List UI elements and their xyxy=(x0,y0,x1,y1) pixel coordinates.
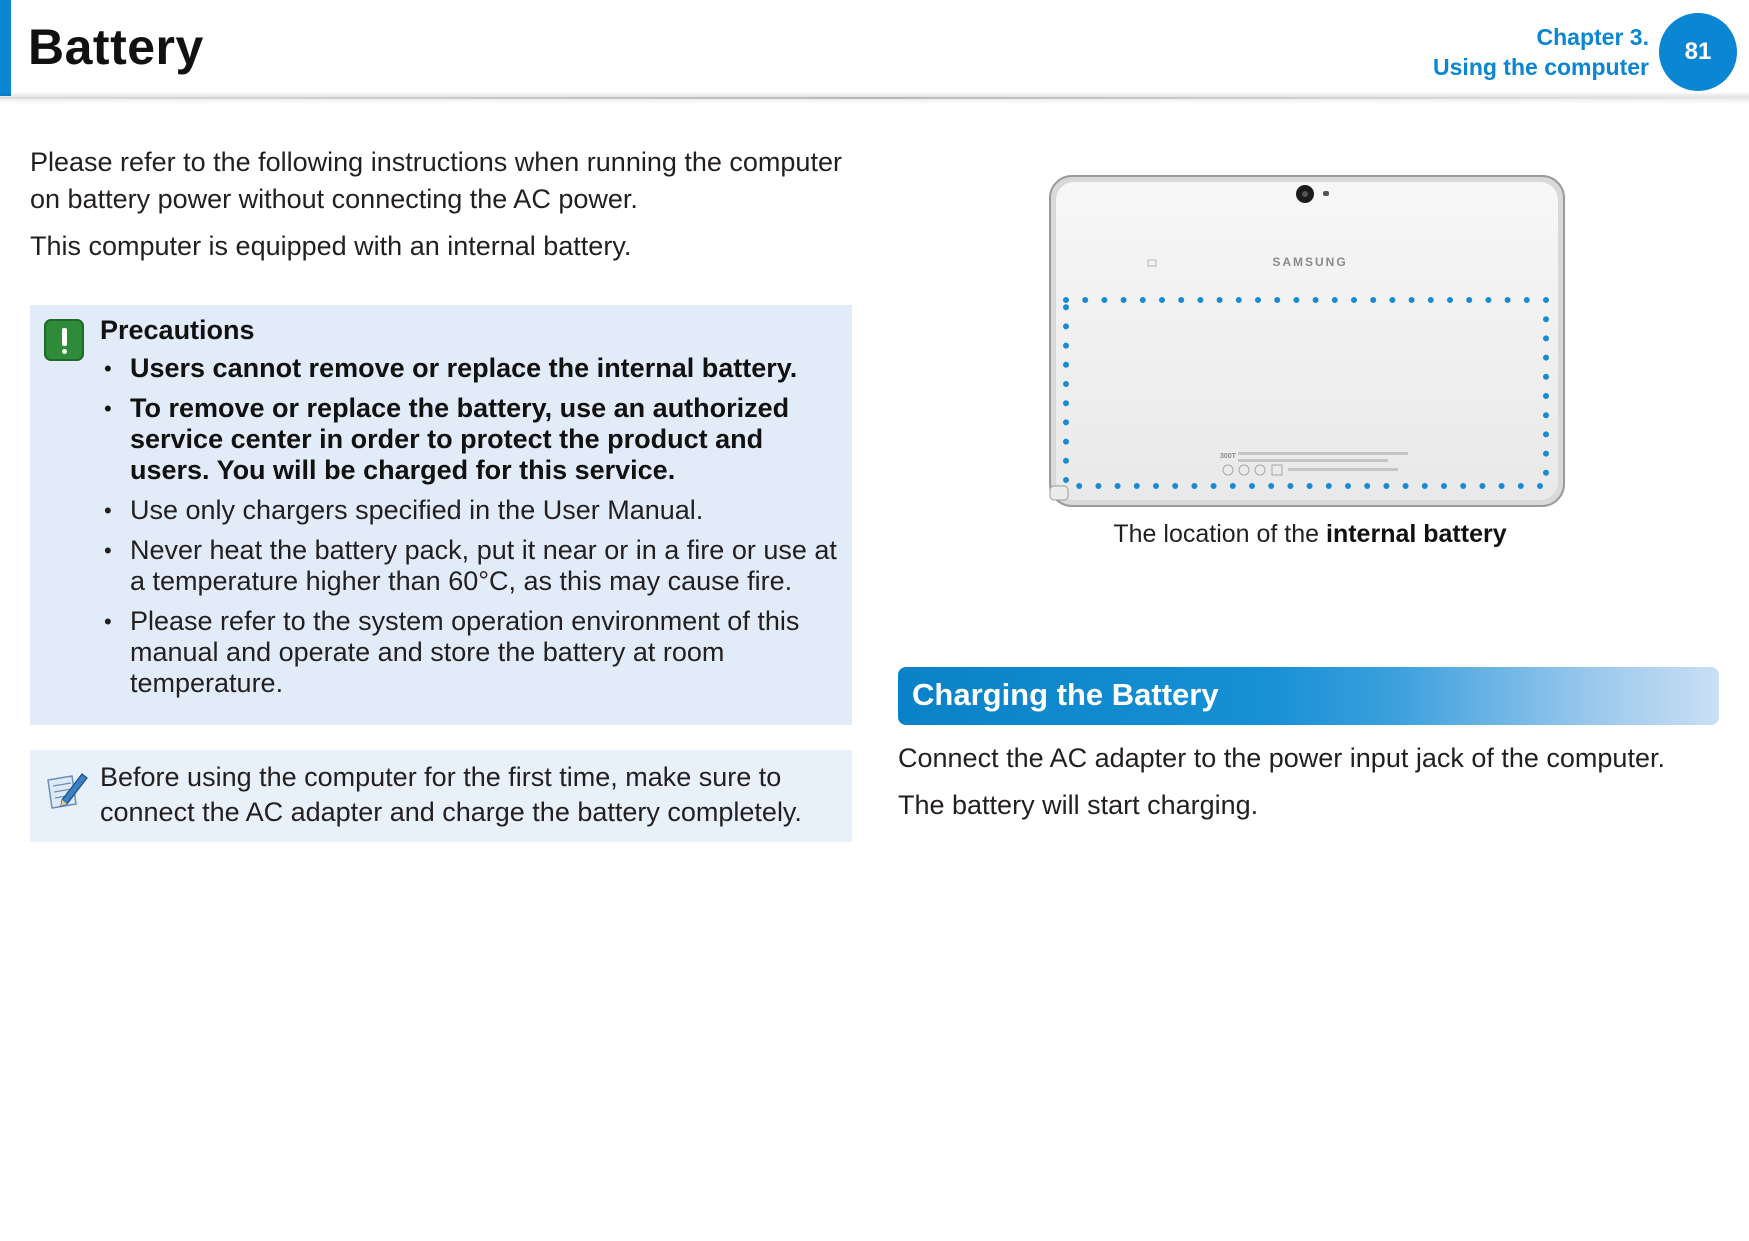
caption-prefix: The location of the xyxy=(1113,520,1327,548)
chapter-heading xyxy=(1433,22,1649,82)
precautions-list xyxy=(100,353,840,708)
precaution-item: • Use only chargers specified in the User Manual. xyxy=(100,495,840,526)
header-divider xyxy=(0,97,1749,99)
section-title: Charging the Battery xyxy=(912,677,1219,712)
page-number-badge: 81 xyxy=(1659,13,1737,91)
note-pencil-icon xyxy=(42,766,90,814)
section-header-charging xyxy=(898,667,1719,725)
header-accent-bar xyxy=(0,0,11,96)
precaution-item: • Never heat the battery pack, put it near or in a fire or use at a temperature higher than 60°C, as this may cause fire. xyxy=(100,535,840,597)
tablet-battery-figure xyxy=(1048,174,1568,510)
charging-paragraph-1: Connect the AC adapter to the power input jack of the computer. xyxy=(898,743,1665,773)
page-title: Battery xyxy=(28,19,204,75)
flash-icon xyxy=(1323,191,1329,196)
intro-paragraph-2: This computer is equipped with an internal battery. xyxy=(30,231,632,261)
tablet-corner-port xyxy=(1050,486,1068,500)
precautions-box xyxy=(30,305,852,725)
intro-text xyxy=(30,144,860,275)
note-box xyxy=(30,750,852,842)
intro-paragraph-1: Please refer to the following instructions when running the computer on battery power without connecting the AC power. xyxy=(30,147,842,214)
charging-text xyxy=(898,740,1728,834)
model-label: 300T xyxy=(1220,453,1236,460)
samsung-logo: SAMSUNG xyxy=(1272,255,1348,269)
charging-paragraph-2: The battery will start charging. xyxy=(898,790,1259,820)
chapter-title: Using the computer xyxy=(1433,54,1649,80)
precaution-item: • To remove or replace the battery, use an authorized service center in order to protect the product and users. You will be charged for this service. xyxy=(100,393,840,486)
precautions-title: Precautions xyxy=(100,315,255,345)
precaution-item: • Please refer to the system operation environment of this manual and operate and store the battery at room temperature. xyxy=(100,606,840,699)
caption-emphasis: internal battery xyxy=(1326,520,1507,548)
regulatory-text xyxy=(1238,452,1408,455)
chapter-number: Chapter 3. xyxy=(1536,24,1649,50)
precaution-item: • Users cannot remove or replace the internal battery. xyxy=(100,353,840,384)
warning-icon xyxy=(44,319,84,361)
figure-caption xyxy=(1000,520,1620,549)
note-text: Before using the computer for the first time, make sure to connect the AC adapter and charge the battery completely. xyxy=(100,762,802,827)
